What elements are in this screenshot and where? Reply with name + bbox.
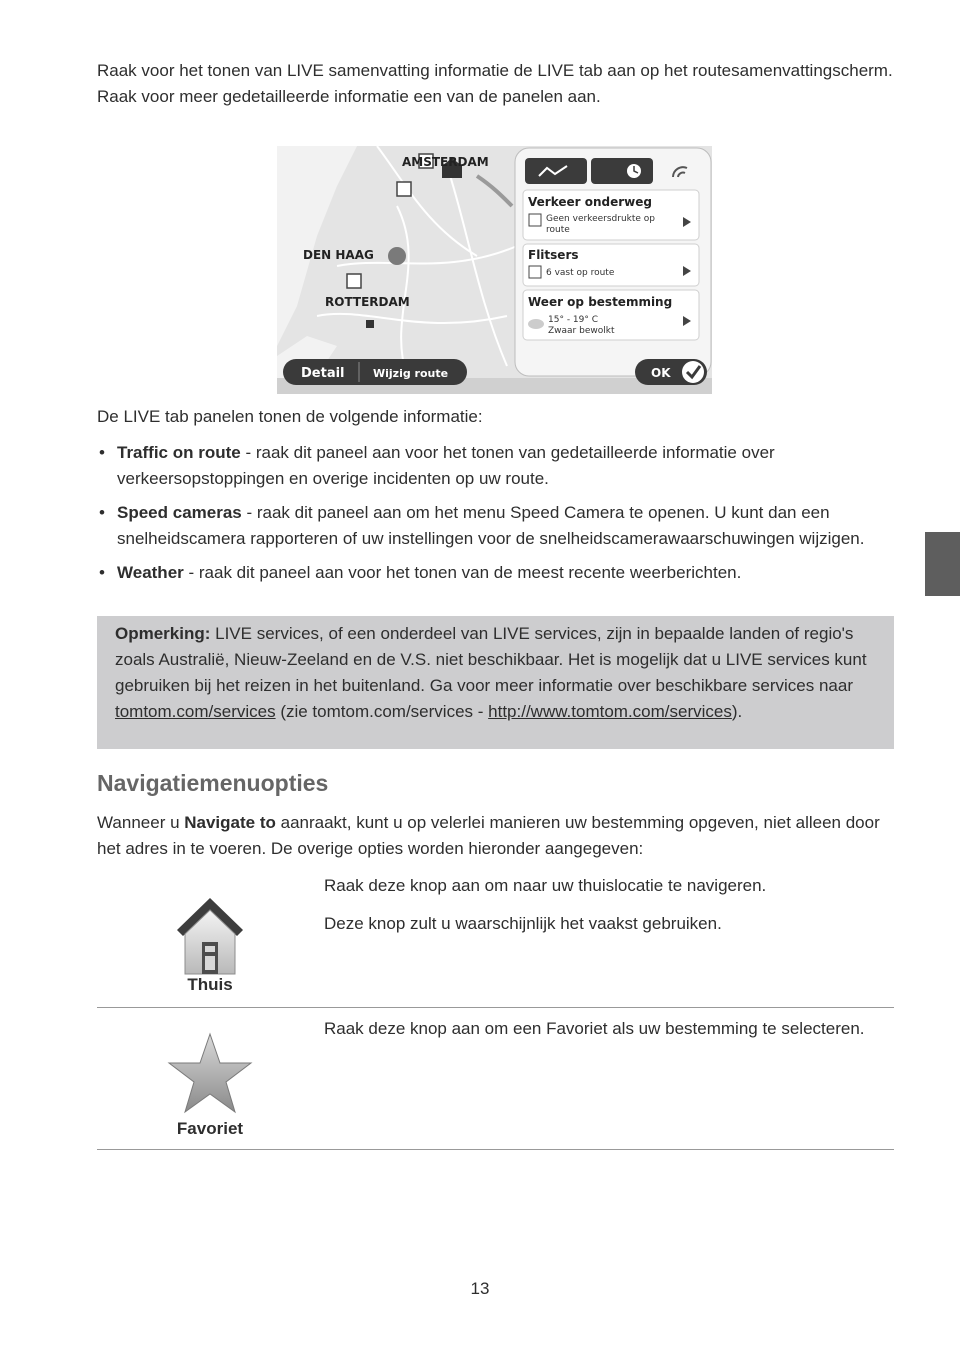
star-icon[interactable] xyxy=(167,1030,253,1116)
bullet-text: - raak dit paneel aan voor het tonen van gedetailleerde informatie over verkeersopstoppingen en overige incidenten op uw route. xyxy=(117,443,775,488)
section-title: Navigatiemenuopties xyxy=(97,770,329,796)
services-link[interactable]: tomtom.com/services xyxy=(115,702,276,721)
home-caption: Thuis xyxy=(187,975,233,994)
detail-button[interactable]: Detail xyxy=(301,366,345,381)
nav-intro-text: Wanneer u xyxy=(97,813,185,832)
route-summary-screen xyxy=(277,146,712,394)
panel-speedcams-title: Flitsers xyxy=(528,248,579,262)
map-label-den-haag: DEN HAAG xyxy=(303,248,374,262)
home-icon[interactable] xyxy=(167,890,253,976)
panel-speedcams[interactable] xyxy=(523,244,699,286)
tab-route-summary[interactable] xyxy=(525,158,587,184)
note-label: Opmerking: xyxy=(115,624,211,643)
bullet-term: Weather xyxy=(117,563,184,582)
tab-time[interactable] xyxy=(591,158,653,184)
panel-weather-title: Weer op bestemming xyxy=(528,295,673,309)
nav-intro-text: aanraakt, kunt u op velerlei manieren uw bestemming opgeven, niet alleen door het adres in te voeren. De overige opties worden hieronder aangegeven: xyxy=(97,813,880,858)
services-url-link[interactable]: http://www.tomtom.com/services xyxy=(488,702,732,721)
list-item xyxy=(97,440,897,491)
panel-traffic-line2: route xyxy=(546,225,570,235)
favorite-description xyxy=(324,1016,884,1054)
menu-option-home xyxy=(97,866,894,1008)
note-text: ). xyxy=(731,702,743,721)
checkmark-icon xyxy=(682,361,704,383)
change-route-button[interactable]: Wijzig route xyxy=(373,367,449,380)
cloud-icon xyxy=(528,319,544,329)
traffic-icon xyxy=(529,214,541,226)
bullet-text: - raak dit paneel aan voor het tonen van de meest recente weerberichten. xyxy=(183,563,742,582)
speed-camera-icon xyxy=(347,274,361,288)
menu-option-favorite xyxy=(97,1008,894,1150)
nav-intro-paragraph xyxy=(97,810,897,861)
ok-button-label: OK xyxy=(651,366,671,380)
bullet-icon: • xyxy=(99,443,105,462)
description-line: Raak deze knop aan om een Favoriet als uw bestemming te selecteren. xyxy=(324,1019,865,1038)
note-text: LIVE services, of een onderdeel van LIVE services, zijn in bepaalde landen of regio's zoals Australië, Nieuw-Zeeland en de V.S. niet beschikbaar. Het is mogelijk dat u LIVE services kunt gebruiken bij het reizen in het buitenland. Ga voor meer informatie over beschikbare services naar xyxy=(115,624,867,695)
bullet-icon: • xyxy=(99,503,105,522)
panel-weather[interactable] xyxy=(523,290,699,340)
gps-position-icon xyxy=(388,247,406,265)
panel-traffic-line1: Geen verkeersdrukte op xyxy=(546,214,656,224)
note-box xyxy=(97,616,894,749)
panel-traffic[interactable] xyxy=(523,190,699,240)
list-item xyxy=(97,500,897,551)
list-item xyxy=(97,560,897,586)
home-description xyxy=(324,873,884,948)
bullet-icon: • xyxy=(99,563,105,582)
description-line: Deze knop zult u waarschijnlijk het vaakst gebruiken. xyxy=(324,913,722,933)
speed-camera-icon xyxy=(529,266,541,278)
note-text: (zie tomtom.com/services - xyxy=(275,702,489,721)
map-label-amsterdam: AMSTERDAM xyxy=(402,155,489,169)
bullet-term: Speed cameras xyxy=(117,503,242,522)
favorite-caption: Favoriet xyxy=(176,1119,244,1138)
panel-weather-line2: Zwaar bewolkt xyxy=(548,326,615,336)
intro-paragraph: Raak voor het tonen van LIVE samenvatting informatie de LIVE tab aan op het routesamenvattingscherm. Raak voor meer gedetailleerde informatie een van de panelen aan. xyxy=(97,61,893,106)
nav-intro-term: Navigate to xyxy=(184,813,276,832)
feature-list xyxy=(97,440,897,595)
panel-weather-line1: 15° - 19° C xyxy=(548,315,599,325)
speed-camera-icon xyxy=(397,182,411,196)
bullet-text: - raak dit paneel aan om het menu Speed Camera te openen. U kunt dan een snelheidscamera rapporteren of uw instellingen voor de snelheidscamerawaarschuwingen wijzigen. xyxy=(117,503,865,548)
bullet-term: Traffic on route xyxy=(117,443,241,462)
description-line: Raak deze knop aan om naar uw thuislocatie te navigeren. xyxy=(324,876,767,895)
panel-traffic-title: Verkeer onderweg xyxy=(528,195,652,209)
map-label-rotterdam: ROTTERDAM xyxy=(325,295,410,309)
panel-speedcams-line1: 6 vast op route xyxy=(546,268,615,278)
page-number: 13 xyxy=(470,1279,490,1298)
destination-flag-icon xyxy=(366,320,374,328)
device-screenshot xyxy=(277,146,712,394)
live-tab-lead: De LIVE tab panelen tonen de volgende informatie: xyxy=(97,407,483,426)
chapter-tab xyxy=(925,532,960,596)
